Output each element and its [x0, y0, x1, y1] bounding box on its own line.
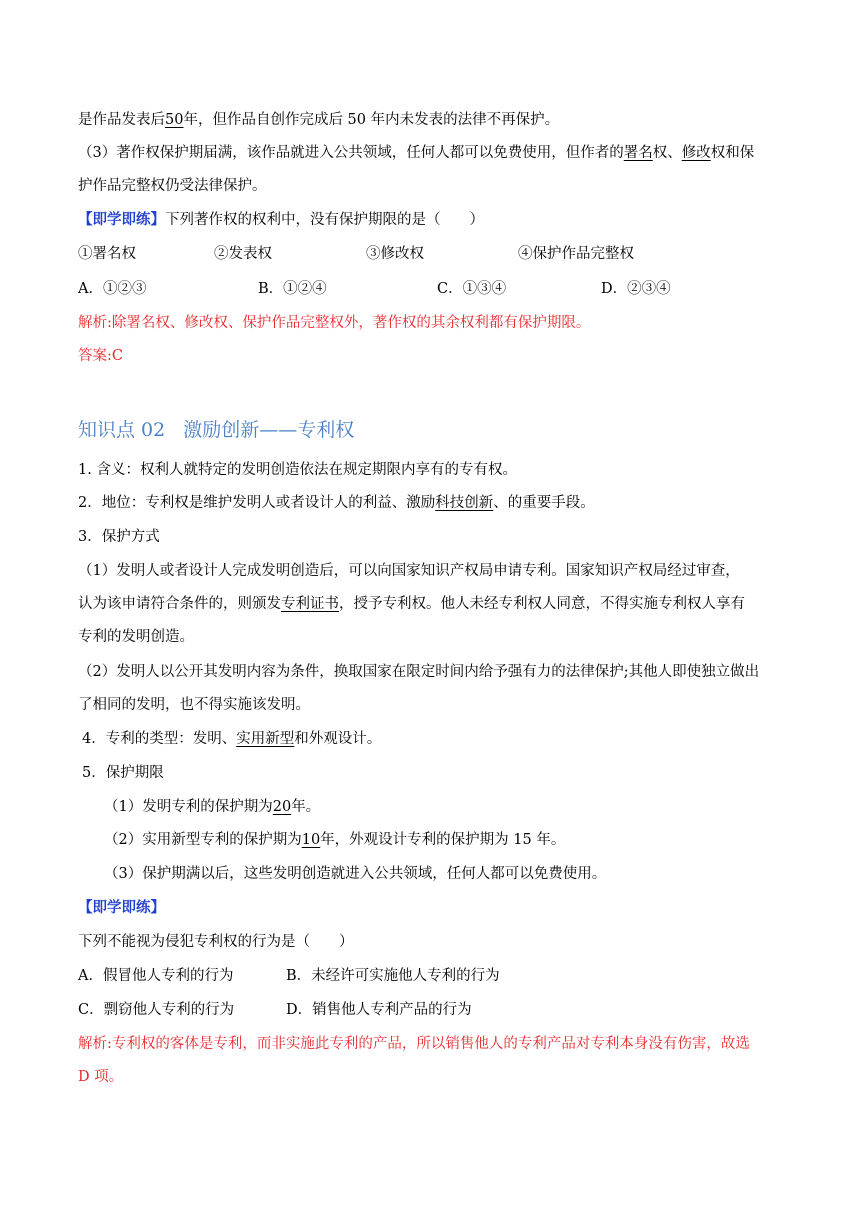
text: 年，外观设计专利的保护期为 15 年。 [320, 832, 566, 848]
content-p4-line-2 [78, 594, 745, 614]
underlined-term: 修改 [681, 145, 711, 161]
option-b: B．①②④ [258, 281, 327, 297]
text: 年。 [291, 799, 321, 815]
option-c: C．剽窃他人专利的行为 [78, 1002, 235, 1018]
text: 4．专利的类型：发明、 [82, 731, 237, 747]
content-p8 [104, 797, 320, 817]
option-a: A．①②③ [78, 281, 147, 297]
underlined-term: 署名 [623, 145, 653, 161]
option-d: D．销售他人专利产品的行为 [286, 1002, 472, 1018]
content-p5-line-1: （2）发明人以公开其发明内容为条件，换取国家在限定时间内给予强有力的法律保护;其他人即使独立做出 [78, 664, 760, 680]
underlined-term: 科技创新 [435, 495, 494, 511]
underlined-term: 10 [301, 832, 321, 848]
content-p4-line-3: 专利的发明创造。 [78, 629, 194, 645]
section-number: 知识点 02 [78, 419, 166, 441]
text: 年，但作品自创作完成后 50 年内未发表的法律不再保护。 [183, 112, 560, 128]
text: （2）实用新型专利的保护期为 [104, 832, 302, 848]
intro-line-2 [78, 143, 754, 163]
exercise-2-tag: 【即学即练】 [78, 899, 165, 916]
option-d: D．②③④ [601, 281, 671, 297]
content-p2 [78, 493, 595, 513]
item-2: ②发表权 [214, 246, 272, 262]
exercise-2-analysis-line-1: 解析:专利权的客体是专利，而非实施此专利的产品，所以销售他人的专利产品对专利本身没有伤害，故选 [78, 1036, 750, 1052]
underlined-term: 专利证书 [281, 596, 339, 612]
text: 和外观设计。 [294, 731, 382, 747]
option-b: B．未经许可实施他人专利的行为 [286, 968, 500, 984]
text: 认为该申请符合条件的，则颁发 [78, 596, 281, 612]
content-p3: 3．保护方式 [78, 529, 160, 545]
text: 、的重要手段。 [493, 495, 595, 511]
section-title: 激励创新——专利权 [183, 419, 355, 441]
text: 2．地位：专利权是维护发明人或者设计人的利益、激励 [78, 495, 436, 511]
section-heading [78, 417, 354, 443]
underlined-term: 实用新型 [236, 731, 295, 747]
text: （1）发明专利的保护期为 [104, 799, 273, 815]
text: ，授予专利权。他人未经专利权人同意，不得实施专利权人享有 [339, 596, 745, 612]
item-1: ①署名权 [78, 246, 136, 262]
exercise-1-question [78, 210, 484, 230]
item-3: ③修改权 [366, 246, 424, 262]
content-p4-line-1: （1）发明人或者设计人完成发明创造后，可以向国家知识产权局申请专利。国家知识产权局经过审查， [78, 563, 740, 579]
exercise-1-answer: 答案:C [78, 348, 123, 364]
question-text: 下列著作权的权利中，没有保护期限的是（ ） [165, 212, 484, 228]
text: （3）著作权保护期届满，该作品就进入公共领域，任何人都可以免费使用，但作者的 [78, 145, 624, 161]
content-p9 [104, 830, 565, 850]
content-p6 [82, 729, 381, 749]
content-p5-line-2: 了相同的发明，也不得实施该发明。 [78, 697, 310, 713]
exercise-tag: 【即学即练】 [78, 211, 165, 228]
underlined-term: 50 [165, 112, 184, 128]
option-c: C．①③④ [437, 281, 507, 297]
exercise-2-analysis-line-2: D 项。 [78, 1069, 124, 1085]
exercise-2-question: 下列不能视为侵犯专利权的行为是（ ） [78, 934, 354, 950]
content-p7: 5．保护期限 [82, 765, 164, 781]
item-4: ④保护作品完整权 [518, 246, 634, 262]
exercise-1-analysis: 解析:除署名权、修改权、保护作品完整权外，著作权的其余权利都有保护期限。 [78, 315, 591, 331]
intro-line-3: 护作品完整权仍受法律保护。 [78, 178, 267, 194]
text: 权、 [652, 145, 682, 161]
text: 是作品发表后 [78, 112, 165, 128]
option-a: A．假冒他人专利的行为 [78, 968, 234, 984]
underlined-term: 20 [272, 799, 292, 815]
text: 权和保 [710, 145, 755, 161]
content-p10: （3）保护期满以后，这些发明创造就进入公共领域，任何人都可以免费使用。 [104, 866, 607, 882]
intro-line-1 [78, 110, 559, 130]
content-p1: 1. 含义：权利人就特定的发明创造依法在规定期限内享有的专有权。 [78, 462, 517, 478]
